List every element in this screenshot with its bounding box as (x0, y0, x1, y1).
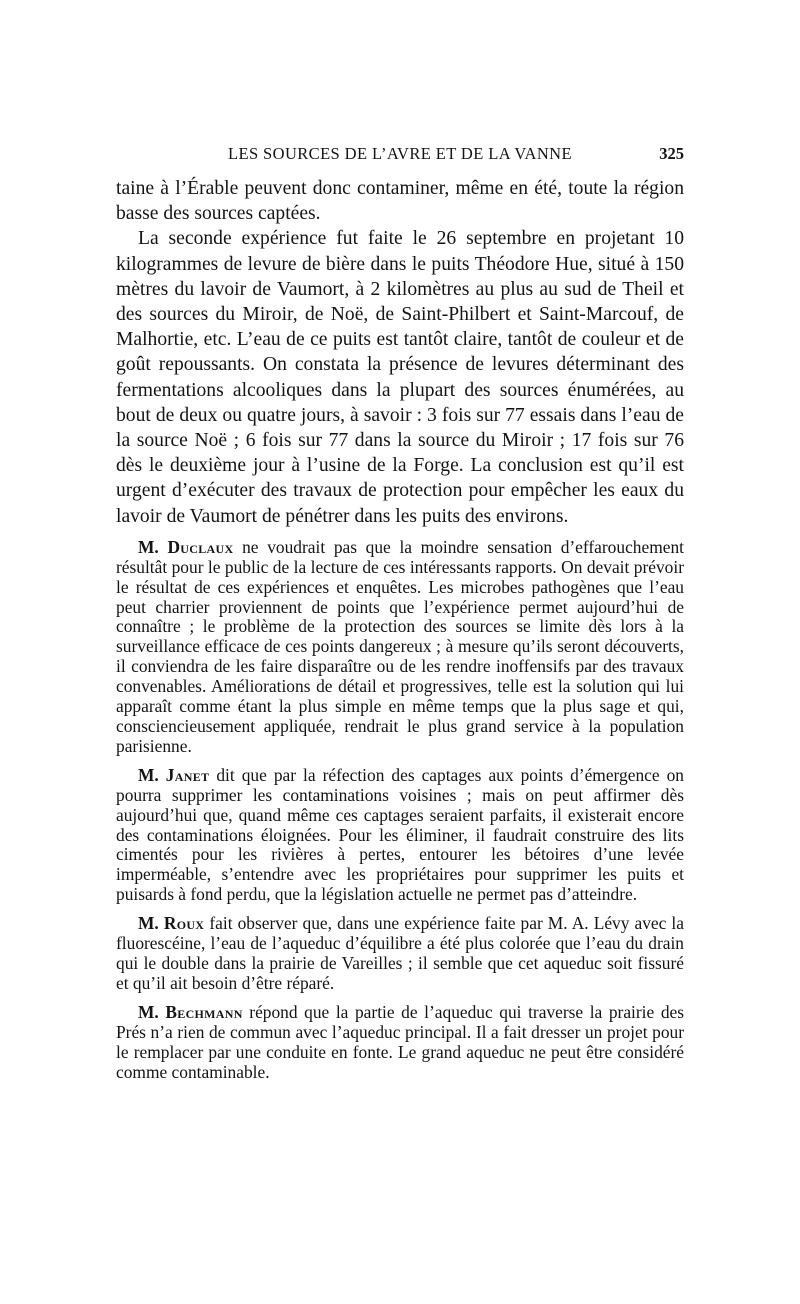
speaker-title: M. (138, 1001, 159, 1022)
paragraph-second-experiment (116, 226, 684, 528)
running-title: LES SOURCES DE L’AVRE ET DE LA VANNE (228, 144, 572, 163)
speaker-title: M. (138, 536, 159, 557)
speaker-title: M. (138, 913, 159, 934)
paragraph-text: La seconde expérience fut faite le 26 septembre en projetant 10 kilogrammes de levure de bière dans le puits Théodore Hue, situé à 150 mètres du lavoir de Vaumort, à 2 kilomètres au plus au sud de Theil et des sources du Miroir, de Noë, de Saint-Philbert et Saint-Marcouf, de Malhortie, etc. L’eau de ce puits est tantôt claire, tantôt de couleur et de goût repoussants. On constata la présence de levures déterminant des fermentations alcooliques dans la plupart des sources énumérées, au bout de deux ou quatre jours, à savoir : 3 fois sur 77 essais dans l’eau de la source Noë ; 6 fois sur 77 dans la source du Miroir ; 17 fois sur 76 dès le deuxième jour à l’usine de la Forge. La conclusion est qu’il est urgent d’exécuter des travaux de protection pour empêcher les eaux du lavoir de Vaumort de pénétrer dans les puits des environs. (116, 228, 684, 527)
paragraph-janet (116, 766, 684, 905)
speaker-title: M. (138, 764, 159, 785)
page (116, 140, 684, 1082)
running-header (116, 140, 684, 170)
paragraph-duclaux (116, 538, 684, 757)
paragraph-text: répond que la partie de l’aqueduc qui traverse la prairie des Prés n’a rien de commun avec l’aqueduc principal. Il a fait dresser un projet pour le remplacer par une conduite en fonte. Le grand aqueduc ne peut être considéré comme contaminable. (116, 1001, 684, 1082)
speaker-name: Janet (165, 764, 210, 785)
paragraph-text: dit que par la réfection des captages aux points d’émergence on pourra supprimer les contaminations voisines ; mais on peut affirmer dès aujourd’hui que, quand même ces captages seraient parfaits, il existerait encore des contaminations éloignées. Pour les éliminer, il faudrait construire des lits cimentés pour les rivières à pertes, entourer les bétoires d’une levée imperméable, s’entendre avec les propriétaires pour supprimer les puits et puisards à fond perdu, que la législation actuelle ne permet pas d’atteindre. (116, 764, 684, 905)
speaker-name: Duclaux (167, 536, 234, 557)
paragraph-text: ne voudrait pas que la moindre sensation d’effarouchement résultât pour le public de la lecture de ces intéressants rapports. On devait prévoir le résultat de ces expériences et enquêtes. Les microbes pathogènes que l’eau peut charrier proviennent de points que l’expérience permet aujourd’hui de connaître ; le problème de la protection des sources se limite dès lors à la surveillance efficace de ces points dangereux ; à mesure qu’ils seront découverts, il conviendra de les faire disparaître ou de les rendre inoffensifs par des travaux convenables. Améliorations de détail et progressives, telle est la solution qui lui apparaît comme étant la plus simple en même temps que la plus sage et qui, consciencieusement appliquée, rendrait le plus grand service à la population parisienne. (116, 536, 684, 756)
paragraph-bechmann (116, 1003, 684, 1083)
paragraph-roux (116, 914, 684, 994)
paragraph-text: taine à l’Érable peuvent donc contaminer, même en été, toute la région basse des sources captées. (116, 178, 684, 225)
paragraph-text: fait observer que, dans une expérience faite par M. A. Lévy avec la fluorescéine, l’eau de l’aqueduc d’équilibre a été plus colorée que l’eau du drain qui le double dans la prairie de Vareilles ; il semble que cet aqueduc soit fissuré et qu’il ait besoin d’être réparé. (116, 913, 684, 993)
speaker-name: Bechmann (165, 1001, 243, 1022)
paragraph-continuation (116, 176, 684, 226)
speaker-name: Roux (163, 913, 205, 934)
page-number: 325 (659, 144, 684, 163)
